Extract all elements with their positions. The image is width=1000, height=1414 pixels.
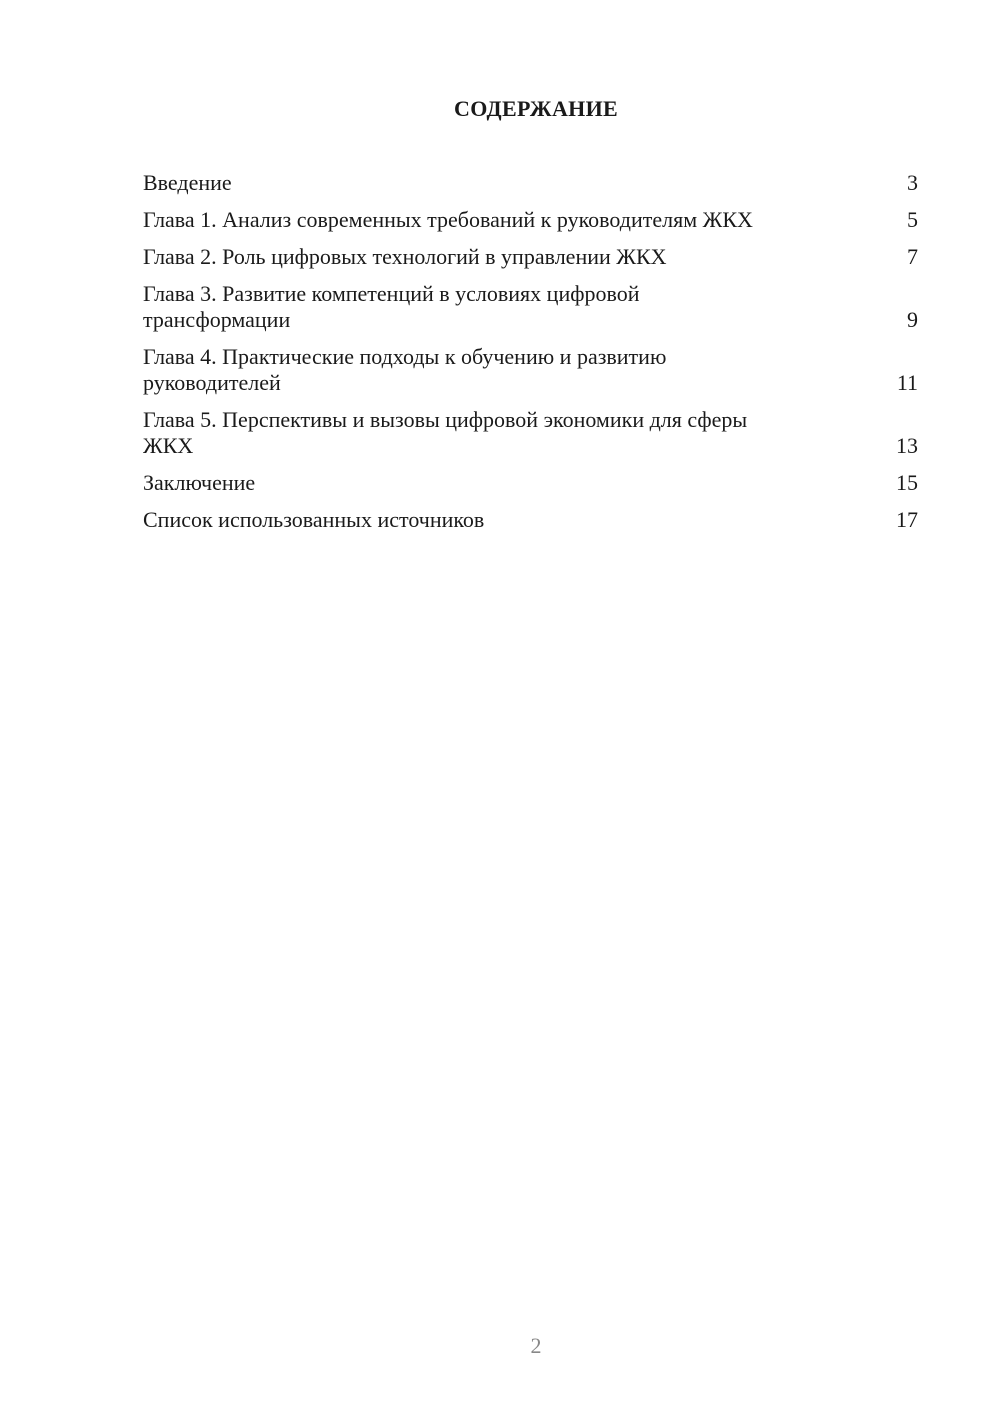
toc-entry-page: 15 bbox=[896, 470, 918, 495]
toc-entry-label: Глава 3. Развитие компетенций в условиях цифровой трансформации bbox=[143, 281, 640, 332]
page-number: 2 bbox=[530, 1333, 542, 1358]
toc-entry-label: Введение bbox=[143, 170, 232, 195]
toc-entry-page: 9 bbox=[907, 307, 918, 332]
toc-entry-page: 17 bbox=[896, 507, 918, 532]
toc-entry-page: 13 bbox=[896, 433, 918, 458]
toc-entry-label: Глава 4. Практические подходы к обучению и развитию руководителей bbox=[143, 344, 667, 395]
toc-entry-conclusion bbox=[143, 470, 918, 496]
toc-entry-chapter-1 bbox=[143, 207, 918, 233]
page-title: СОДЕРЖАНИЕ bbox=[454, 96, 618, 121]
toc-entry-label: Глава 1. Анализ современных требований к руководителям ЖКХ bbox=[143, 207, 753, 232]
toc-entry-chapter-2 bbox=[143, 244, 918, 270]
toc-entry-chapter-3 bbox=[143, 281, 918, 333]
toc-entry-page: 7 bbox=[907, 244, 918, 269]
toc-entry-label: Заключение bbox=[143, 470, 256, 495]
toc-entry-chapter-5 bbox=[143, 407, 918, 459]
toc-entry-page: 11 bbox=[896, 370, 918, 395]
toc-entry-chapter-4 bbox=[143, 344, 918, 396]
toc-entry-introduction bbox=[143, 170, 918, 196]
toc-entry-page: 5 bbox=[907, 207, 918, 232]
toc-entry-label: Глава 2. Роль цифровых технологий в управлении ЖКХ bbox=[143, 244, 667, 269]
toc-entry-page: 3 bbox=[907, 170, 918, 195]
table-of-contents bbox=[143, 170, 918, 544]
toc-entry-references bbox=[143, 507, 918, 533]
toc-entry-label: Глава 5. Перспективы и вызовы цифровой экономики для сферы ЖКХ bbox=[143, 407, 748, 458]
toc-entry-label: Список использованных источников bbox=[143, 507, 485, 532]
